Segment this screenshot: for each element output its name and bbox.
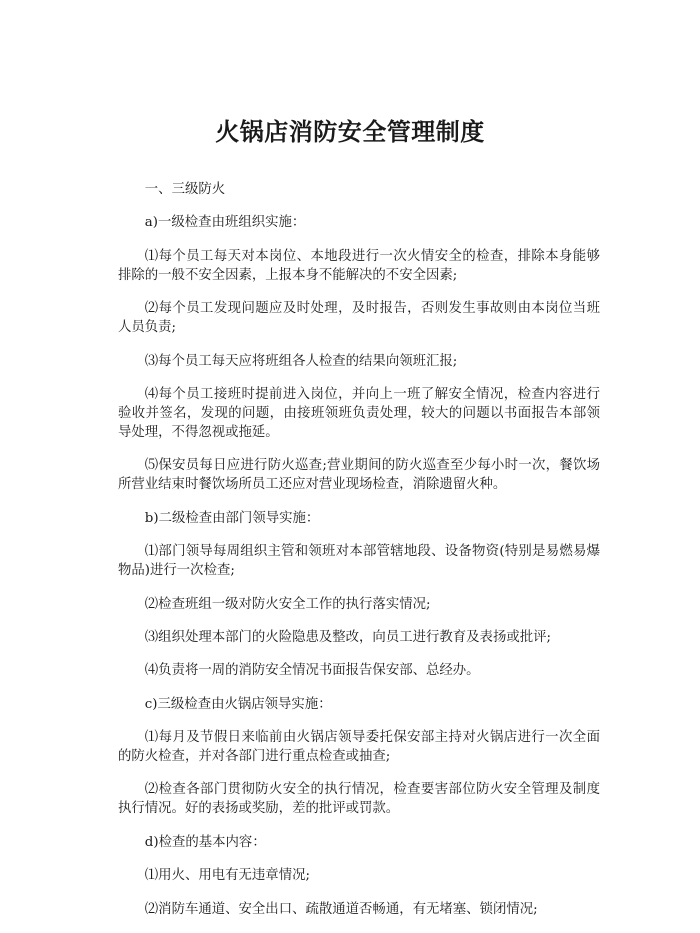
paragraph-b-item-2: ⑵检查班组一级对防火安全工作的执行落实情况; (144, 596, 431, 612)
paragraph-a-item-3: ⑶每个员工每天应将班组各人检查的结果向领班汇报; (144, 353, 458, 369)
document-title: 火锅店消防安全管理制度 (215, 117, 485, 146)
paragraph-subheading-b: b)二级检查由部门领导实施： (144, 510, 320, 526)
paragraph-a-item-2: ⑵每个员工发现问题应及时处理，及时报告，否则发生事故则由本岗位当班人员负责; (118, 301, 600, 336)
paragraph-d-item-2: ⑵消防车通道、安全出口、疏散通道否畅通，有无堵塞、锁闭情况; (144, 901, 538, 917)
paragraph-subheading-c: c)三级检查由火锅店领导实施： (144, 696, 332, 712)
paragraph-subheading-a: a)一级检查由班组织实施： (144, 215, 306, 231)
paragraph-a-item-5: ⑸保安员每日应进行防火巡查;营业期间的防火巡查至少每小时一次，餐饮场所营业结束时餐饮场所员工还应对营业现场检查，消除遗留火种。 (118, 458, 600, 493)
paragraph-c-item-2: ⑵检查各部门贯彻防火安全的执行情况，检查要害部位防火安全管理及制度执行情况。好的表扬或奖励，差的批评或罚款。 (118, 782, 600, 817)
document-body (118, 180, 600, 933)
paragraph-a-item-4: ⑷每个员工接班时提前进入岗位，并向上一班了解安全情况，检查内容进行验收并签名，发现的问题，由接班领班负责处理，较大的问题以书面报告本部领导处理，不得忽视或拖延。 (118, 386, 600, 440)
paragraph-b-item-4: ⑷负责将一周的消防安全情况书面报告保安部、总经办。 (144, 663, 480, 679)
paragraph-subheading-d: d)检查的基本内容： (144, 834, 266, 850)
paragraph-section-heading: 一、三级防火 (144, 182, 226, 197)
paragraph-d-item-1: ⑴用火、用电有无违章情况; (144, 868, 310, 884)
paragraph-b-item-1: ⑴部门领导每周组织主管和领班对本部管辖地段、设备物资(特别是易燃易爆物品)进行一次检查; (118, 544, 600, 579)
paragraph-c-item-1: ⑴每月及节假日来临前由火锅店领导委托保安部主持对火锅店进行一次全面的防火检查，并对各部门进行重点检查或抽查; (118, 730, 600, 765)
paragraph-b-item-3: ⑶组织处理本部门的火险隐患及整改，向员工进行教育及表扬或批评; (144, 629, 552, 645)
paragraph-a-item-1: ⑴每个员工每天对本岗位、本地段进行一次火情安全的检查，排除本身能够排除的一般不安全因素，上报本身不能解决的不安全因素; (118, 248, 600, 283)
